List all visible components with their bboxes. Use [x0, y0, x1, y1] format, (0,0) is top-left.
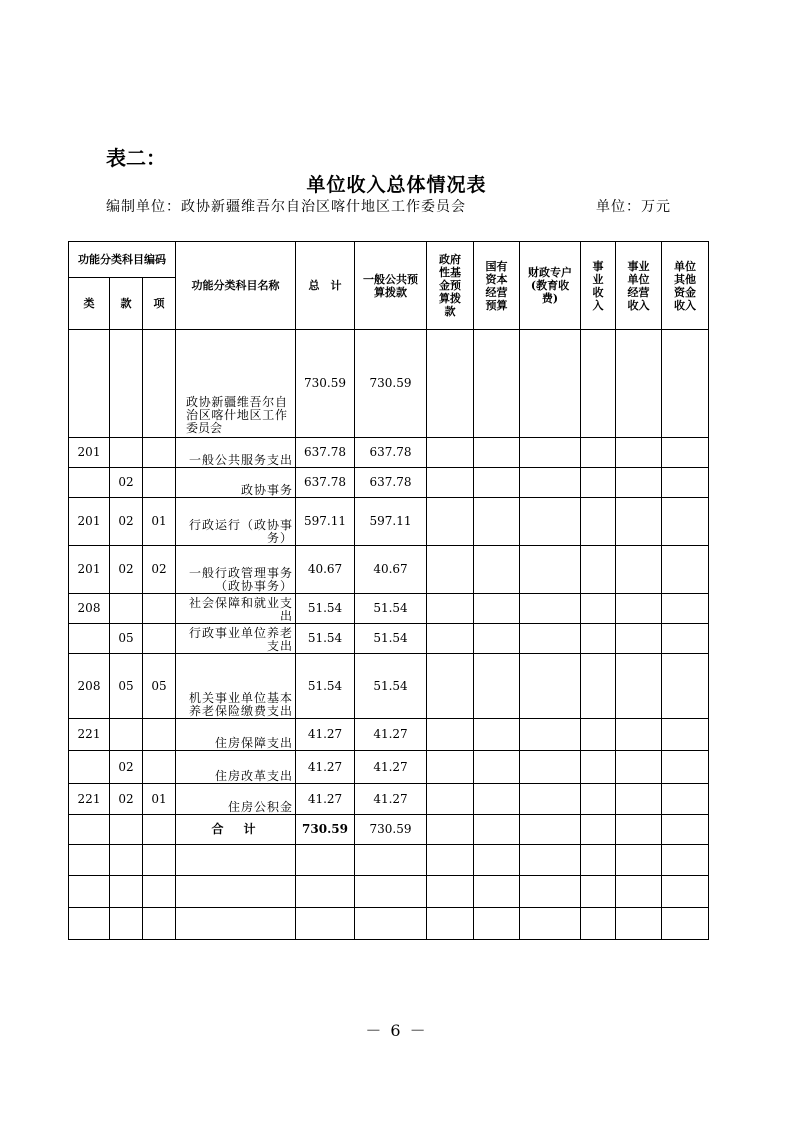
cell-empty: [474, 908, 520, 940]
cell-general-budget: 51.54: [355, 654, 427, 719]
cell-fiscal-special: [520, 546, 581, 594]
cell-xiang: [143, 624, 176, 654]
table-row: [69, 784, 709, 815]
cell-xiang: 01: [143, 784, 176, 815]
cell-business-unit-op: [616, 654, 662, 719]
cell-kuan: [110, 594, 143, 624]
table-row: [69, 468, 709, 498]
cell-general-budget: 41.27: [355, 784, 427, 815]
cell-empty: [427, 908, 474, 940]
cell-kuan: 02: [110, 784, 143, 815]
cell-lei: 201: [69, 438, 110, 468]
cell-empty: [176, 845, 296, 876]
cell-empty: [143, 845, 176, 876]
cell-kuan: 05: [110, 624, 143, 654]
cell-state-capital: [474, 624, 520, 654]
cell-business-unit-op: [616, 751, 662, 784]
cell-lei: 201: [69, 546, 110, 594]
cell-kuan: [110, 719, 143, 751]
cell-lei: 221: [69, 784, 110, 815]
cell-gov-fund: [427, 624, 474, 654]
total-sum: 730.59: [296, 815, 355, 845]
cell-empty: [581, 815, 616, 845]
cell-empty: [69, 845, 110, 876]
cell-empty: [427, 845, 474, 876]
cell-empty: [69, 876, 110, 908]
cell-xiang: [143, 438, 176, 468]
header-business-unit-op: 事业单位经营收入: [616, 242, 662, 330]
cell-fiscal-special: [520, 498, 581, 546]
cell-empty: [474, 845, 520, 876]
table-row: [69, 546, 709, 594]
total-general-budget: 730.59: [355, 815, 427, 845]
cell-state-capital: [474, 784, 520, 815]
cell-other-income: [662, 654, 709, 719]
header-kuan: 款: [110, 278, 143, 330]
cell-business-income: [581, 719, 616, 751]
header-business-income: 事业收入: [581, 242, 616, 330]
cell-fiscal-special: [520, 719, 581, 751]
cell-state-capital: [474, 751, 520, 784]
cell-other-income: [662, 498, 709, 546]
cell-empty: [427, 876, 474, 908]
cell-state-capital: [474, 719, 520, 751]
cell-total: 41.27: [296, 784, 355, 815]
header-lei: 类: [69, 278, 110, 330]
cell-business-income: [581, 468, 616, 498]
cell-other-income: [662, 438, 709, 468]
table-row: [69, 330, 709, 438]
cell-empty: [581, 908, 616, 940]
cell-empty: [581, 845, 616, 876]
cell-kuan: 05: [110, 654, 143, 719]
table-row: [69, 719, 709, 751]
cell-empty: [143, 908, 176, 940]
cell-xiang: 02: [143, 546, 176, 594]
cell-total: 41.27: [296, 719, 355, 751]
header-code-group: 功能分类科目编码: [69, 242, 176, 278]
cell-empty: [110, 876, 143, 908]
cell-empty: [616, 815, 662, 845]
cell-lei: [69, 468, 110, 498]
cell-kuan: [110, 438, 143, 468]
cell-empty: [176, 908, 296, 940]
cell-general-budget: 51.54: [355, 594, 427, 624]
header-general-budget: 一般公共预算拨款: [355, 242, 427, 330]
cell-lei: [69, 624, 110, 654]
cell-name: 机关事业单位基本养老保险缴费支出: [176, 654, 296, 719]
blank-row: [69, 845, 709, 876]
cell-business-income: [581, 330, 616, 438]
cell-business-income: [581, 498, 616, 546]
cell-xiang: [143, 594, 176, 624]
cell-general-budget: 40.67: [355, 546, 427, 594]
cell-other-income: [662, 624, 709, 654]
cell-name: 社会保障和就业支出: [176, 594, 296, 624]
cell-gov-fund: [427, 751, 474, 784]
cell-other-income: [662, 546, 709, 594]
header-xiang: 项: [143, 278, 176, 330]
cell-empty: [69, 815, 110, 845]
cell-state-capital: [474, 594, 520, 624]
header-state-capital: 国有资本经营预算: [474, 242, 520, 330]
cell-total: 40.67: [296, 546, 355, 594]
table-label: 表二：: [106, 146, 166, 170]
cell-name: 一般行政管理事务（政协事务）: [176, 546, 296, 594]
cell-other-income: [662, 719, 709, 751]
cell-gov-fund: [427, 468, 474, 498]
cell-xiang: 05: [143, 654, 176, 719]
cell-xiang: [143, 719, 176, 751]
cell-empty: [296, 876, 355, 908]
cell-kuan: 02: [110, 468, 143, 498]
table-row: [69, 438, 709, 468]
cell-empty: [69, 908, 110, 940]
cell-state-capital: [474, 438, 520, 468]
cell-business-income: [581, 624, 616, 654]
cell-business-income: [581, 784, 616, 815]
cell-business-unit-op: [616, 438, 662, 468]
cell-gov-fund: [427, 330, 474, 438]
table-row: [69, 624, 709, 654]
cell-empty: [616, 908, 662, 940]
cell-empty: [143, 876, 176, 908]
cell-kuan: [110, 330, 143, 438]
blank-row: [69, 908, 709, 940]
cell-gov-fund: [427, 654, 474, 719]
total-label: 合 计: [176, 815, 296, 845]
blank-row: [69, 876, 709, 908]
cell-other-income: [662, 468, 709, 498]
cell-name: 住房公积金: [176, 784, 296, 815]
cell-general-budget: 41.27: [355, 719, 427, 751]
header-total: 总 计: [296, 242, 355, 330]
cell-empty: [427, 815, 474, 845]
cell-fiscal-special: [520, 438, 581, 468]
cell-total: 41.27: [296, 751, 355, 784]
cell-xiang: [143, 468, 176, 498]
cell-empty: [143, 815, 176, 845]
header-gov-fund: 政府性基金预算拨款: [427, 242, 474, 330]
cell-lei: [69, 330, 110, 438]
cell-empty: [520, 908, 581, 940]
page-title: 单位收入总体情况表: [306, 174, 487, 196]
cell-empty: [296, 845, 355, 876]
table-row: [69, 498, 709, 546]
cell-gov-fund: [427, 784, 474, 815]
cell-fiscal-special: [520, 654, 581, 719]
unit-label: 单位：万元: [596, 199, 671, 215]
cell-general-budget: 730.59: [355, 330, 427, 438]
cell-lei: 221: [69, 719, 110, 751]
cell-total: 51.54: [296, 594, 355, 624]
cell-business-income: [581, 751, 616, 784]
cell-empty: [355, 908, 427, 940]
cell-name: 行政运行（政协事务）: [176, 498, 296, 546]
cell-total: 730.59: [296, 330, 355, 438]
cell-business-income: [581, 594, 616, 624]
total-row: [69, 815, 709, 845]
cell-empty: [474, 815, 520, 845]
cell-business-unit-op: [616, 594, 662, 624]
cell-business-income: [581, 438, 616, 468]
cell-lei: 208: [69, 594, 110, 624]
cell-business-income: [581, 654, 616, 719]
cell-state-capital: [474, 330, 520, 438]
cell-gov-fund: [427, 719, 474, 751]
page-number: － 6 －: [365, 1021, 428, 1040]
table-row: [69, 751, 709, 784]
cell-name: 行政事业单位养老支出: [176, 624, 296, 654]
cell-total: 597.11: [296, 498, 355, 546]
table-row: [69, 594, 709, 624]
cell-empty: [520, 815, 581, 845]
cell-other-income: [662, 330, 709, 438]
cell-total: 51.54: [296, 654, 355, 719]
cell-empty: [355, 845, 427, 876]
cell-lei: 201: [69, 498, 110, 546]
cell-business-income: [581, 546, 616, 594]
cell-total: 51.54: [296, 624, 355, 654]
cell-fiscal-special: [520, 751, 581, 784]
cell-empty: [662, 908, 709, 940]
cell-business-unit-op: [616, 624, 662, 654]
cell-empty: [110, 908, 143, 940]
cell-empty: [581, 876, 616, 908]
cell-business-unit-op: [616, 784, 662, 815]
cell-business-unit-op: [616, 719, 662, 751]
cell-name: 一般公共服务支出: [176, 438, 296, 468]
compiler-line: 编制单位：政协新疆维吾尔自治区喀什地区工作委员会: [106, 199, 466, 215]
cell-state-capital: [474, 654, 520, 719]
cell-gov-fund: [427, 594, 474, 624]
income-table: [68, 241, 709, 940]
cell-state-capital: [474, 468, 520, 498]
cell-fiscal-special: [520, 468, 581, 498]
cell-xiang: [143, 751, 176, 784]
cell-empty: [616, 845, 662, 876]
cell-name: 住房改革支出: [176, 751, 296, 784]
cell-fiscal-special: [520, 624, 581, 654]
cell-kuan: 02: [110, 498, 143, 546]
cell-fiscal-special: [520, 594, 581, 624]
cell-business-unit-op: [616, 468, 662, 498]
cell-empty: [176, 876, 296, 908]
cell-empty: [296, 908, 355, 940]
cell-xiang: [143, 330, 176, 438]
cell-total: 637.78: [296, 438, 355, 468]
cell-general-budget: 637.78: [355, 438, 427, 468]
cell-gov-fund: [427, 438, 474, 468]
cell-other-income: [662, 784, 709, 815]
cell-lei: [69, 751, 110, 784]
cell-lei: 208: [69, 654, 110, 719]
cell-general-budget: 637.78: [355, 468, 427, 498]
cell-empty: [616, 876, 662, 908]
cell-empty: [662, 845, 709, 876]
cell-name: 政协新疆维吾尔自治区喀什地区工作委员会: [176, 330, 296, 438]
cell-fiscal-special: [520, 330, 581, 438]
cell-general-budget: 51.54: [355, 624, 427, 654]
cell-xiang: 01: [143, 498, 176, 546]
cell-empty: [110, 845, 143, 876]
cell-kuan: 02: [110, 546, 143, 594]
cell-name: 住房保障支出: [176, 719, 296, 751]
cell-empty: [520, 845, 581, 876]
cell-kuan: 02: [110, 751, 143, 784]
cell-name: 政协事务: [176, 468, 296, 498]
cell-state-capital: [474, 546, 520, 594]
cell-empty: [662, 876, 709, 908]
cell-business-unit-op: [616, 498, 662, 546]
header-fiscal-special: 财政专户(教育收费): [520, 242, 581, 330]
cell-general-budget: 597.11: [355, 498, 427, 546]
cell-empty: [110, 815, 143, 845]
cell-total: 637.78: [296, 468, 355, 498]
cell-gov-fund: [427, 498, 474, 546]
cell-empty: [662, 815, 709, 845]
cell-empty: [520, 876, 581, 908]
cell-business-unit-op: [616, 546, 662, 594]
cell-other-income: [662, 751, 709, 784]
cell-general-budget: 41.27: [355, 751, 427, 784]
cell-empty: [474, 876, 520, 908]
cell-fiscal-special: [520, 784, 581, 815]
header-name: 功能分类科目名称: [176, 242, 296, 330]
cell-empty: [355, 876, 427, 908]
header-other-income: 单位其他资金收入: [662, 242, 709, 330]
table-row: [69, 654, 709, 719]
cell-state-capital: [474, 498, 520, 546]
cell-gov-fund: [427, 546, 474, 594]
cell-other-income: [662, 594, 709, 624]
cell-business-unit-op: [616, 330, 662, 438]
